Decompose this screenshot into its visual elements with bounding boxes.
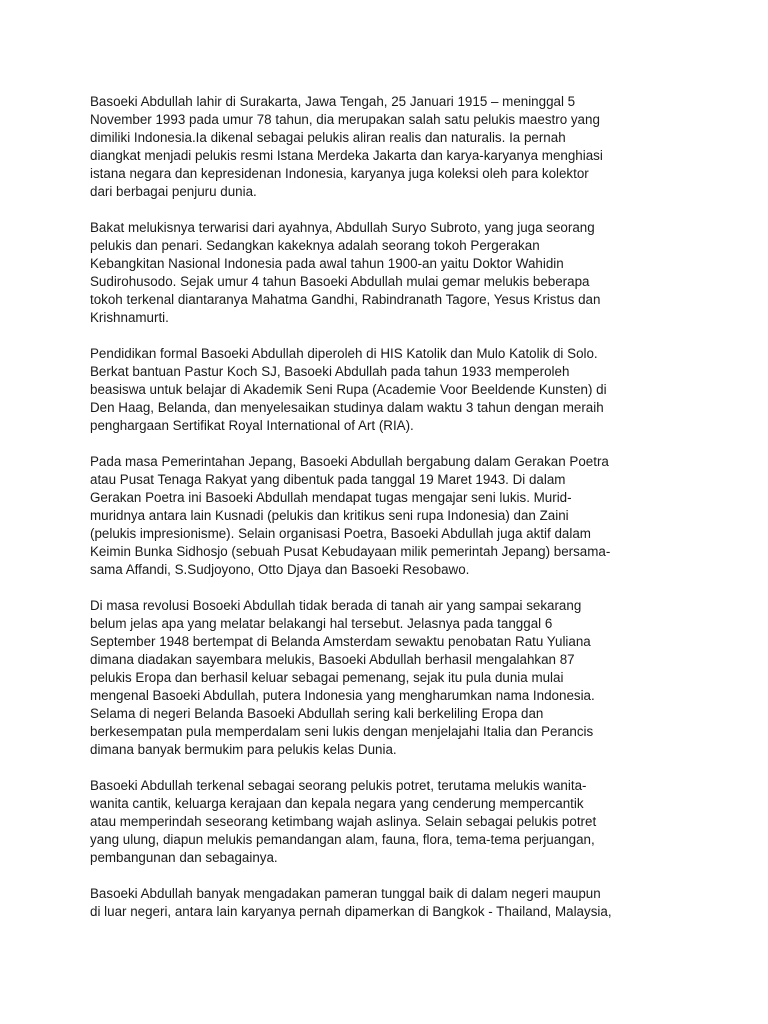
text-line: Basoeki Abdullah lahir di Surakarta, Jawa Tengah, 25 Januari 1915 – meninggal 5 (90, 94, 576, 109)
paragraph-6 (90, 777, 690, 867)
text-line: Krishnamurti. (90, 310, 169, 325)
text-line: sama Affandi, S.Sudjoyono, Otto Djaya dan Basoeki Resobawo. (90, 562, 470, 577)
text-line: berkesempatan pula memperdalam seni lukis dengan menjelajahi Italia dan Perancis (90, 724, 594, 739)
text-line: dari berbagai penjuru dunia. (90, 184, 257, 199)
text-line: Den Haag, Belanda, dan menyelesaikan studinya dalam waktu 3 tahun dengan meraih (90, 400, 604, 415)
text-line: tokoh terkenal diantaranya Mahatma Gandhi, Rabindranath Tagore, Yesus Kristus dan (90, 292, 601, 307)
text-line: penghargaan Sertifikat Royal International of Art (RIA). (90, 418, 414, 433)
document-page (90, 93, 690, 939)
text-line: Basoeki Abdullah terkenal sebagai seorang pelukis potret, terutama melukis wanita- (90, 778, 587, 793)
text-line: (pelukis impresionisme). Selain organisasi Poetra, Basoeki Abdullah juga aktif dalam (90, 526, 591, 541)
text-line: wanita cantik, keluarga kerajaan dan kepala negara yang cenderung mempercantik (90, 796, 584, 811)
text-line: Bakat melukisnya terwarisi dari ayahnya, Abdullah Suryo Subroto, yang juga seorang (90, 220, 595, 235)
text-line: Gerakan Poetra ini Basoeki Abdullah mendapat tugas mengajar seni lukis. Murid- (90, 490, 572, 505)
text-line: istana negara dan kepresidenan Indonesia, karyanya juga koleksi oleh para kolektor (90, 166, 589, 181)
text-line: Sudirohusodo. Sejak umur 4 tahun Basoeki Abdullah mulai gemar melukis beberapa (90, 274, 590, 289)
text-line: September 1948 bertempat di Belanda Amsterdam sewaktu penobatan Ratu Yuliana (90, 634, 591, 649)
text-line: Kebangkitan Nasional Indonesia pada awal tahun 1900-an yaitu Doktor Wahidin (90, 256, 564, 271)
paragraph-3 (90, 345, 690, 435)
text-line: dimana banyak bermukim para pelukis kelas Dunia. (90, 742, 397, 757)
text-line: Selama di negeri Belanda Basoeki Abdullah sering kali berkeliling Eropa dan (90, 706, 544, 721)
text-line: Keimin Bunka Sidhosjo (sebuah Pusat Kebudayaan milik pemerintah Jepang) bersama- (90, 544, 611, 559)
text-line: mengenal Basoeki Abdullah, putera Indonesia yang mengharumkan nama Indonesia. (90, 688, 595, 703)
text-line: pelukis Eropa dan berhasil keluar sebagai pemenang, sejak itu pula dunia mulai (90, 670, 564, 685)
paragraph-5 (90, 597, 690, 759)
text-line: Basoeki Abdullah banyak mengadakan pameran tunggal baik di dalam negeri maupun (90, 886, 601, 901)
text-line: yang ulung, diapun melukis pemandangan alam, fauna, flora, tema-tema perjuangan, (90, 832, 595, 847)
text-line: dimana diadakan sayembara melukis, Basoeki Abdullah berhasil mengalahkan 87 (90, 652, 575, 667)
text-line: di luar negeri, antara lain karyanya pernah dipamerkan di Bangkok - Thailand, Malaysia, (90, 904, 612, 919)
text-line: Pada masa Pemerintahan Jepang, Basoeki Abdullah bergabung dalam Gerakan Poetra (90, 454, 609, 469)
text-line: muridnya antara lain Kusnadi (pelukis dan kritikus seni rupa Indonesia) dan Zaini (90, 508, 569, 523)
paragraph-7 (90, 885, 690, 921)
text-line: Pendidikan formal Basoeki Abdullah diperoleh di HIS Katolik dan Mulo Katolik di Solo. (90, 346, 598, 361)
text-line: diangkat menjadi pelukis resmi Istana Merdeka Jakarta dan karya-karyanya menghiasi (90, 148, 603, 163)
text-line: atau Pusat Tenaga Rakyat yang dibentuk pada tanggal 19 Maret 1943. Di dalam (90, 472, 566, 487)
text-line: pelukis dan penari. Sedangkan kakeknya adalah seorang tokoh Pergerakan (90, 238, 540, 253)
text-line: Berkat bantuan Pastur Koch SJ, Basoeki Abdullah pada tahun 1933 memperoleh (90, 364, 570, 379)
text-line: beasiswa untuk belajar di Akademik Seni Rupa (Academie Voor Beeldende Kunsten) di (90, 382, 607, 397)
paragraph-1 (90, 93, 690, 201)
text-line: pembangunan dan sebagainya. (90, 850, 278, 865)
text-line: dimiliki Indonesia.Ia dikenal sebagai pelukis aliran realis dan naturalis. Ia pernah (90, 130, 566, 145)
text-line: atau memperindah seseorang ketimbang wajah aslinya. Selain sebagai pelukis potret (90, 814, 597, 829)
text-line: November 1993 pada umur 78 tahun, dia merupakan salah satu pelukis maestro yang (90, 112, 600, 127)
text-line: Di masa revolusi Bosoeki Abdullah tidak berada di tanah air yang sampai sekarang (90, 598, 582, 613)
text-line: belum jelas apa yang melatar belakangi hal tersebut. Jelasnya pada tanggal 6 (90, 616, 553, 631)
paragraph-2 (90, 219, 690, 327)
paragraph-4 (90, 453, 690, 579)
